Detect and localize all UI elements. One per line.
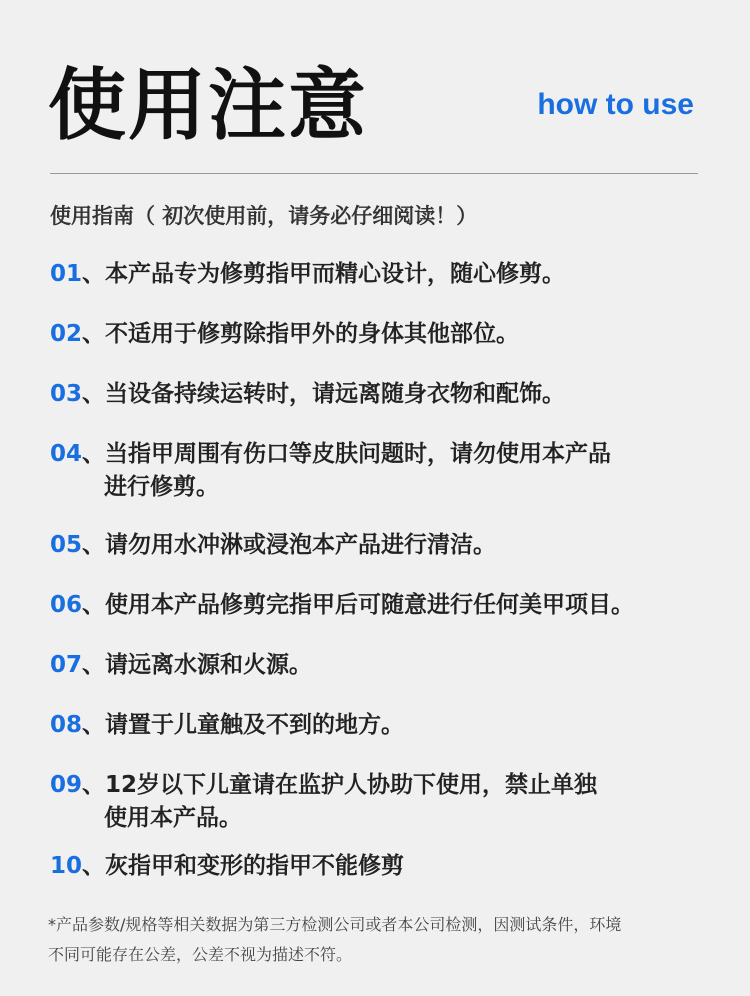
- list-item: [50, 258, 710, 291]
- item-number: 06: [50, 592, 83, 618]
- list-item: [50, 318, 710, 351]
- list-item: [50, 529, 710, 562]
- item-number: 04: [50, 441, 83, 467]
- list-item: [50, 378, 710, 411]
- usage-guide-heading: 使用指南（ 初次使用前，请务必仔细阅读！）: [50, 204, 478, 228]
- divider: [50, 173, 698, 174]
- item-text: 、12岁以下儿童请在监护人协助下使用，禁止单独: [82, 772, 598, 798]
- item-text: 、灰指甲和变形的指甲不能修剪: [82, 853, 405, 879]
- item-text: 、请远离水源和火源。: [82, 652, 313, 678]
- page-subtitle: how to use: [537, 88, 694, 121]
- page-title: 使用注意: [48, 61, 369, 151]
- item-number: 05: [50, 532, 83, 558]
- disclaimer-line: *产品参数/规格等相关数据为第三方检测公司或者本公司检测，因测试条件，环境: [48, 915, 622, 934]
- list-item: [50, 769, 710, 835]
- item-number: 10: [50, 853, 83, 879]
- item-text: 、使用本产品修剪完指甲后可随意进行任何美甲项目。: [82, 592, 635, 618]
- item-number: 08: [50, 712, 83, 738]
- item-number: 01: [50, 261, 83, 287]
- item-text-continuation: 使用本产品。: [104, 805, 242, 831]
- item-text: 、当设备持续运转时，请远离随身衣物和配饰。: [82, 381, 566, 407]
- item-text: 、不适用于修剪除指甲外的身体其他部位。: [82, 321, 520, 347]
- list-item: [50, 589, 710, 622]
- item-text: 、请勿用水冲淋或浸泡本产品进行清洁。: [82, 532, 497, 558]
- item-text: 、当指甲周围有伤口等皮肤问题时，请勿使用本产品: [82, 441, 612, 467]
- item-number: 07: [50, 652, 83, 678]
- item-text-continuation: 进行修剪。: [104, 474, 219, 500]
- list-item: [50, 709, 710, 742]
- list-item: [50, 649, 710, 682]
- item-number: 09: [50, 772, 83, 798]
- item-text: 、请置于儿童触及不到的地方。: [82, 712, 405, 738]
- disclaimer-note: [48, 910, 708, 970]
- item-text: 、本产品专为修剪指甲而精心设计，随心修剪。: [82, 261, 566, 287]
- item-number: 03: [50, 381, 83, 407]
- disclaimer-line: 不同可能存在公差，公差不视为描述不符。: [48, 945, 353, 964]
- item-number: 02: [50, 321, 83, 347]
- list-item: [50, 850, 710, 883]
- list-item: [50, 438, 710, 504]
